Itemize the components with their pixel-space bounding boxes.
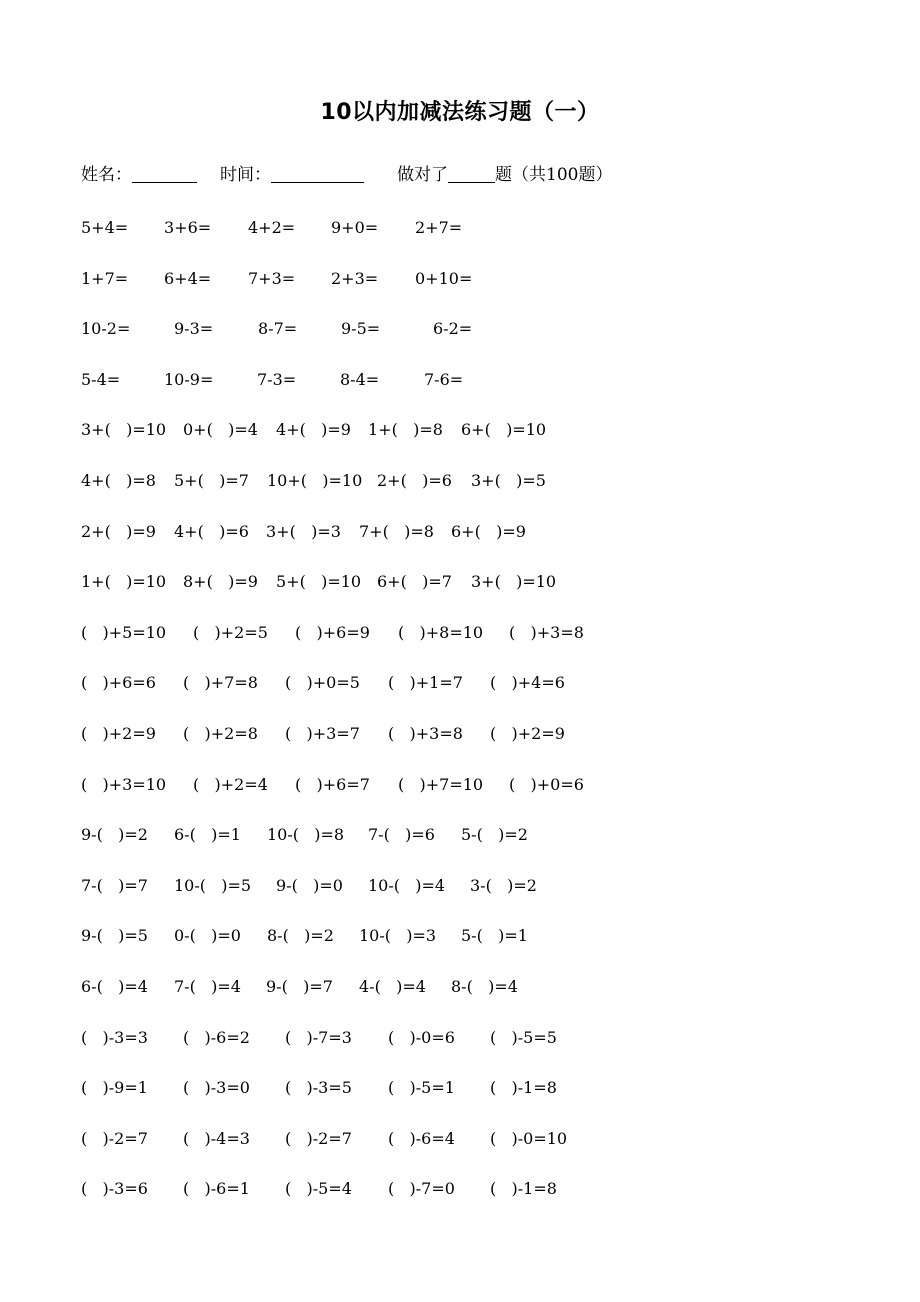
problem-row: [81, 1024, 861, 1075]
problem-item: ( )+7=10: [398, 774, 484, 794]
problem-item: ( )-4=3: [183, 1128, 250, 1148]
problem-item: ( )+2=9: [81, 723, 156, 743]
problem-row: [81, 922, 861, 973]
problem-item: 6+( )=10: [461, 420, 547, 440]
problem-item: 9-3=: [174, 319, 214, 339]
problem-item: ( )-5=1: [388, 1078, 455, 1098]
problem-item: 7-( )=4: [174, 976, 241, 996]
time-label: 时间：: [220, 165, 271, 185]
problem-item: ( )+0=5: [285, 673, 360, 693]
problem-item: 8-( )=4: [451, 976, 518, 996]
name-field[interactable]: [81, 161, 197, 189]
problem-row: [81, 973, 861, 1024]
problem-item: 8-7=: [258, 319, 298, 339]
problem-item: 6-( )=1: [174, 825, 241, 845]
score-field[interactable]: [397, 161, 612, 189]
problem-item: 8-( )=2: [267, 926, 334, 946]
problem-item: 10-2=: [81, 319, 131, 339]
problem-item: ( )-1=8: [490, 1179, 557, 1199]
problem-item: 0+10=: [415, 268, 473, 288]
problem-row: [81, 1125, 861, 1176]
score-blank[interactable]: [448, 162, 495, 183]
problem-item: ( )-3=0: [183, 1078, 250, 1098]
problem-item: 9-( )=7: [266, 976, 333, 996]
problem-item: 3+( )=10: [471, 572, 557, 592]
problem-item: ( )+7=8: [183, 673, 258, 693]
problem-row: [81, 720, 861, 771]
problem-item: 5+( )=7: [174, 470, 249, 490]
worksheet-title: 10以内加减法练习题（一）: [320, 100, 600, 125]
problem-item: 10-( )=8: [267, 825, 345, 845]
problem-item: 10-( )=3: [359, 926, 437, 946]
problem-item: ( )-2=7: [81, 1128, 148, 1148]
problem-item: ( )+8=10: [398, 622, 484, 642]
problem-item: 7+( )=8: [359, 521, 434, 541]
problem-item: 6-2=: [433, 319, 473, 339]
problem-item: ( )-7=0: [388, 1179, 455, 1199]
problem-item: 2+( )=6: [377, 470, 452, 490]
problem-item: 8+( )=9: [183, 572, 258, 592]
problem-item: 4-( )=4: [359, 976, 426, 996]
problem-item: 0+( )=4: [183, 420, 258, 440]
problem-item: ( )-3=6: [81, 1179, 148, 1199]
problem-list: [81, 214, 861, 1226]
problem-item: 4+( )=6: [174, 521, 249, 541]
problem-item: ( )+0=6: [509, 774, 584, 794]
problem-item: ( )+3=8: [509, 622, 584, 642]
problem-row: [81, 1074, 861, 1125]
problem-item: 7+3=: [248, 268, 296, 288]
problem-item: 6+( )=9: [451, 521, 526, 541]
problem-item: ( )-7=3: [285, 1027, 352, 1047]
problem-item: 1+( )=8: [368, 420, 443, 440]
problem-item: ( )+3=7: [285, 723, 360, 743]
problem-item: 4+( )=8: [81, 470, 156, 490]
problem-item: ( )-6=2: [183, 1027, 250, 1047]
problem-item: ( )+6=7: [295, 774, 370, 794]
problem-item: ( )-6=1: [183, 1179, 250, 1199]
problem-item: ( )+2=9: [490, 723, 565, 743]
problem-item: 7-( )=7: [81, 875, 148, 895]
problem-item: ( )+3=8: [388, 723, 463, 743]
problem-row: [81, 872, 861, 923]
problem-item: 6-( )=4: [81, 976, 148, 996]
problem-item: ( )-6=4: [388, 1128, 455, 1148]
problem-item: ( )+6=6: [81, 673, 156, 693]
problem-item: 2+( )=9: [81, 521, 156, 541]
problem-row: [81, 416, 861, 467]
problem-row: [81, 568, 861, 619]
problem-item: 3-( )=2: [470, 875, 537, 895]
problem-item: 4+( )=9: [276, 420, 351, 440]
problem-item: 10-( )=4: [368, 875, 446, 895]
problem-item: 2+3=: [331, 268, 379, 288]
problem-item: 8-4=: [340, 369, 380, 389]
problem-row: [81, 265, 861, 316]
problem-item: ( )-3=5: [285, 1078, 352, 1098]
problem-item: 10+( )=10: [267, 470, 363, 490]
problem-row: [81, 771, 861, 822]
problem-item: 7-6=: [424, 369, 464, 389]
problem-row: [81, 669, 861, 720]
problem-item: ( )+5=10: [81, 622, 167, 642]
problem-item: ( )-5=5: [490, 1027, 557, 1047]
problem-item: 7-( )=6: [368, 825, 435, 845]
problem-item: 6+( )=7: [377, 572, 452, 592]
problem-item: 2+7=: [415, 218, 463, 237]
problem-item: 3+( )=5: [471, 470, 546, 490]
problem-item: ( )-9=1: [81, 1078, 148, 1098]
name-label: 姓名：: [81, 165, 132, 185]
problem-item: 10-9=: [164, 369, 214, 389]
problem-item: ( )-3=3: [81, 1027, 148, 1047]
problem-item: 0-( )=0: [174, 926, 241, 946]
time-field[interactable]: [220, 161, 364, 189]
problem-item: 4+2=: [248, 218, 296, 237]
problem-item: 9-( )=0: [276, 875, 343, 895]
problem-row: [81, 214, 861, 265]
problem-item: 1+( )=10: [81, 572, 167, 592]
problem-item: ( )+6=9: [295, 622, 370, 642]
score-suffix: 题（共100题）: [495, 165, 613, 185]
problem-item: 7-3=: [257, 369, 297, 389]
problem-item: 5+4=: [81, 218, 129, 237]
problem-item: 3+( )=10: [81, 420, 167, 440]
problem-row: [81, 1175, 861, 1226]
score-prefix: 做对了: [397, 165, 448, 185]
problem-item: ( )-0=10: [490, 1128, 568, 1148]
problem-item: 9-( )=5: [81, 926, 148, 946]
problem-item: 5-( )=1: [461, 926, 528, 946]
time-blank[interactable]: [271, 162, 364, 183]
problem-item: ( )-2=7: [285, 1128, 352, 1148]
problem-item: ( )+2=8: [183, 723, 258, 743]
problem-item: ( )+2=5: [193, 622, 268, 642]
problem-item: 10-( )=5: [174, 875, 252, 895]
problem-item: ( )-0=6: [388, 1027, 455, 1047]
problem-item: 6+4=: [164, 268, 212, 288]
problem-item: ( )+4=6: [490, 673, 565, 693]
problem-row: [81, 518, 861, 569]
problem-item: ( )+1=7: [388, 673, 463, 693]
problem-row: [81, 315, 861, 366]
problem-item: 9+0=: [331, 218, 379, 237]
problem-item: ( )+2=4: [193, 774, 268, 794]
problem-row: [81, 619, 861, 670]
name-blank[interactable]: [132, 162, 197, 183]
problem-row: [81, 821, 861, 872]
problem-item: 1+7=: [81, 268, 129, 288]
problem-row: [81, 467, 861, 518]
problem-item: ( )+3=10: [81, 774, 167, 794]
problem-row: [81, 366, 861, 417]
problem-item: 9-5=: [341, 319, 381, 339]
problem-item: 5-( )=2: [461, 825, 528, 845]
problem-item: 3+( )=3: [266, 521, 341, 541]
problem-item: 3+6=: [164, 218, 212, 237]
problem-item: 9-( )=2: [81, 825, 148, 845]
problem-item: 5-4=: [81, 369, 121, 389]
problem-item: ( )-5=4: [285, 1179, 352, 1199]
problem-item: ( )-1=8: [490, 1078, 557, 1098]
problem-item: 5+( )=10: [276, 572, 362, 592]
